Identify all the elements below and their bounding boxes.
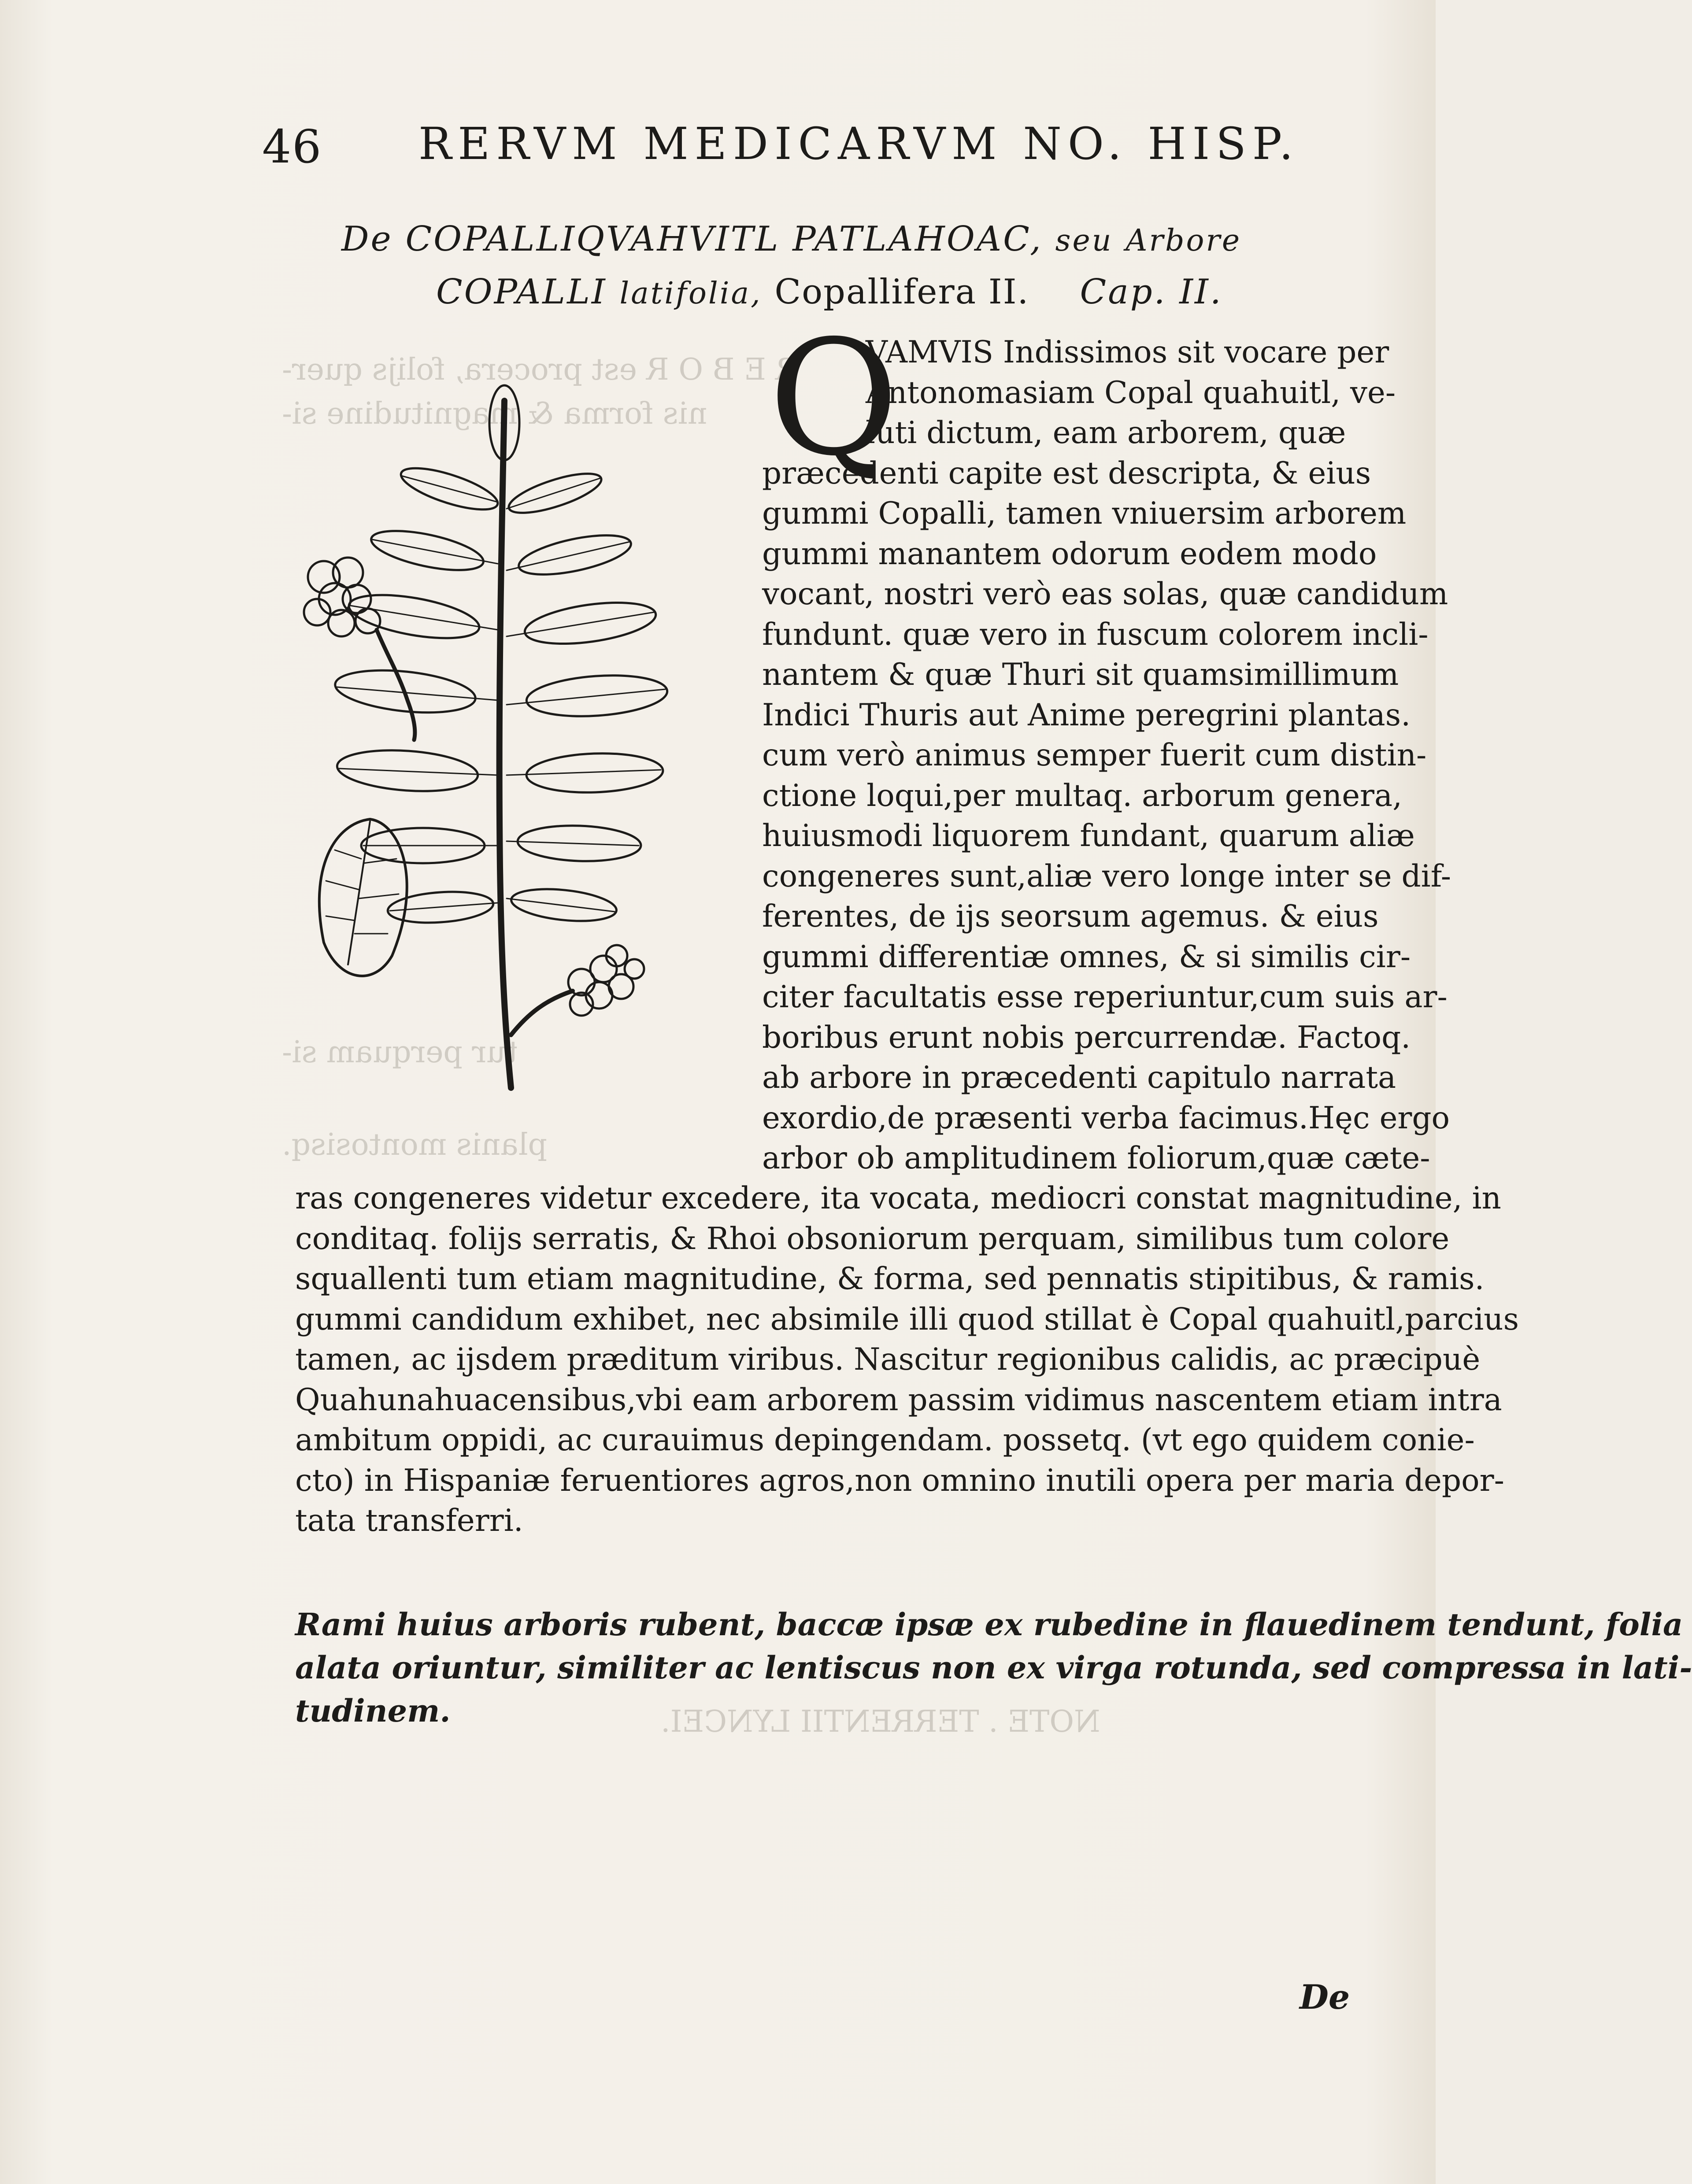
- plant-woodcut-illustration: [282, 383, 727, 1105]
- text-line: Quahunahuacensibus,vbi eam arborem passim vidimus nascentem etiam intra: [295, 1382, 1502, 1418]
- text-line: arbor ob amplitudinem foliorum,quæ cæte-: [762, 1141, 1430, 1176]
- page-number: 46: [262, 120, 322, 174]
- text-line: præcedenti capite est descripta, & eius: [762, 455, 1371, 491]
- text-line: VAMVIS Indissimos sit vocare per: [866, 335, 1389, 370]
- text-line: tamen, ac ijsdem præditum viribus. Nascitur regionibus calidis, ac præcipuè: [295, 1342, 1481, 1377]
- text-line: luti dictum, eam arborem, quæ: [866, 415, 1346, 451]
- body-text-full-width: [295, 1179, 1519, 1541]
- text-line: congeneres sunt,aliæ vero longe inter se dif-: [762, 858, 1451, 894]
- text-line: alata oriuntur, similiter ac lentiscus non ex virga rotunda, sed compressa in lati-: [295, 1649, 1692, 1686]
- chapter-title-line-1: [341, 214, 1311, 266]
- text-line: ambitum oppidi, ac curauimus depingendam. possetq. (vt ego quidem conie-: [295, 1423, 1475, 1458]
- text-line: gummi candidum exhibet, nec absimile illi quod stillat è Copal quahuitl,parcius: [295, 1301, 1519, 1337]
- chapter-number: Cap. II.: [1080, 272, 1223, 312]
- chapter-title: [341, 214, 1311, 319]
- text-line: ctione loqui,per multaq. arborum genera,: [762, 778, 1403, 813]
- chapter-title-de: De: [341, 219, 393, 259]
- chapter-title-seu: seu: [1055, 223, 1113, 258]
- text-line: ab arbore in præcedenti capitulo narrata: [762, 1060, 1396, 1095]
- text-line: ferentes, de ijs seorsum agemus. & eius: [762, 899, 1379, 934]
- show-through-text: R E B O R est procera, folijs quer-: [282, 352, 798, 387]
- catchword: De: [1300, 1977, 1350, 2017]
- text-line: vocant, nostri verò eas solas, quæ candidum: [762, 576, 1448, 612]
- show-through-text: nis forma & magnitudine si-: [282, 396, 707, 431]
- text-line: exordio,de præsenti verba facimus.Hęc ergo: [762, 1100, 1450, 1136]
- chapter-title-copallifera: Copallifera II.: [774, 272, 1029, 312]
- text-line: cto) in Hispaniæ feruentiores agros,non omnino inutili opera per maria depor-: [295, 1463, 1504, 1498]
- text-line: boribus erunt nobis percurrendæ. Factoq.: [762, 1020, 1411, 1055]
- text-line: conditaq. folijs serratis, & Rhoi obsoniorum perquam, similibus tum colore: [295, 1221, 1450, 1256]
- text-line: citer facultatis esse reperiuntur,cum suis ar-: [762, 979, 1448, 1015]
- berry-cluster-right: [568, 945, 644, 1016]
- drop-cap: Q: [769, 306, 899, 491]
- berry-cluster-left: [304, 558, 380, 636]
- text-line: huiusmodi liquorem fundant, quarum aliæ: [762, 818, 1415, 854]
- text-line: ras congeneres videtur excedere, ita vocata, mediocri constat magnitudine, in: [295, 1181, 1501, 1216]
- text-line: gummi differentiæ omnes, & si similis cir-: [762, 939, 1411, 975]
- illustration-caption: [295, 1603, 1692, 1733]
- show-through-text: tur perquam si-: [282, 1035, 518, 1070]
- chapter-title-arbore: Arbore: [1126, 223, 1242, 258]
- body-text-narrow-column: [762, 333, 1451, 1179]
- leaflets-left: [333, 460, 502, 926]
- text-line: squallenti tum etiam magnitudine, & forma, sed pennatis stipitibus, & ramis.: [295, 1261, 1485, 1297]
- text-line: tudinem.: [295, 1693, 451, 1729]
- running-head: RERVM MEDICARVM NO. HISP.: [418, 118, 1300, 170]
- text-line: Indici Thuris aut Anime peregrini plantas.: [762, 697, 1411, 733]
- chapter-title-latifolia: latifolia,: [619, 276, 762, 311]
- text-line: nantem & quæ Thuri sit quamsimillimum: [762, 657, 1399, 692]
- chapter-title-name2: COPALLI: [436, 272, 607, 312]
- text-line: tata transferri.: [295, 1503, 523, 1538]
- show-through-text: NOTE . TERRENTII LYNCEI.: [661, 1704, 1100, 1739]
- text-line: cum verò animus semper fuerit cum distin-: [762, 738, 1427, 773]
- text-line: gummi Copalli, tamen vniuersim arborem: [762, 496, 1407, 531]
- text-line: Rami huius arboris rubent, baccæ ipsæ ex rubedine in flauedinem tendunt, folia: [295, 1606, 1683, 1643]
- show-through-text: planis montosisq.: [282, 1127, 548, 1162]
- text-line: Antonomasiam Copal quahuitl, ve-: [866, 375, 1396, 410]
- leaflets-right: [505, 466, 669, 925]
- text-line: fundunt. quæ vero in fuscum colorem incli-: [762, 617, 1429, 652]
- chapter-title-name: COPALLIQVAHVITL PATLAHOAC,: [405, 219, 1043, 259]
- text-line: gummi manantem odorum eodem modo: [762, 536, 1377, 572]
